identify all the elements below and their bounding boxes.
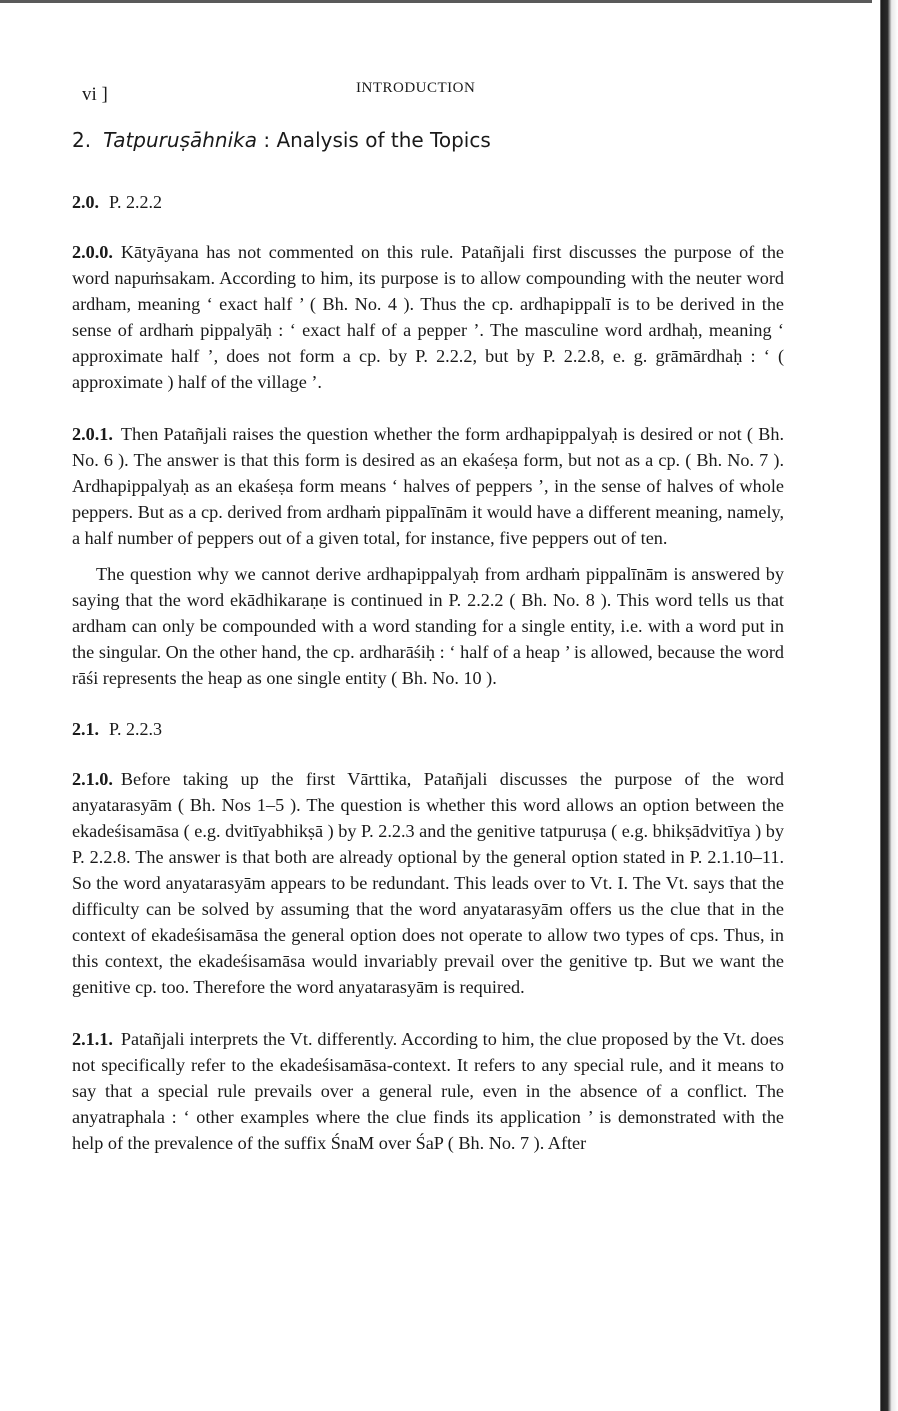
- paragraph-text: Kātyāyana has not commented on this rule. Patañjali first discusses the purpose of the word napuṁsakam. According to him, its purpose is to allow compounding with the neuter word ardham, meaning ‘ exact half ’ ( Bh. No. 4 ). Thus the cp. ardhapippalī is to be derived in the sense of ardhaṁ pippalyāḥ : ‘ exact half of a pepper ’. The masculine word ardhaḥ, meaning ‘ approximate half ’, does not form a cp. by P. 2.2.2, but by P. 2.2.8, e. g. grāmārdhaḥ : ‘ ( approximate ) half of the village ’.: [72, 242, 784, 392]
- section-number: 2.1.: [72, 719, 99, 739]
- chapter-title-italic: Tatpuruṣāhnika: [103, 128, 257, 152]
- paragraph-text: Then Patañjali raises the question whether the form ardhapippalyaḥ is desired or not ( Bh. No. 6 ). The answer is that this form is desired as an ekaśeṣa form, but not as a cp. ( Bh. No. 7 ). Ardhapippalyaḥ as an ekaśeṣa form means ‘ halves of peppers ’, in the sense of halves of whole peppers. But as a cp. derived from ardhaṁ pippalīnām it would have a different meaning, namely, a half number of peppers out of a given total, for instance, five peppers out of ten.: [72, 424, 784, 548]
- running-title: INTRODUCTION: [356, 80, 476, 96]
- section-heading-2-0: [72, 192, 784, 213]
- page-number: vi ]: [82, 84, 108, 105]
- chapter-number: 2.: [72, 128, 92, 152]
- paragraph-number: 2.1.1.: [72, 1029, 113, 1049]
- section-number: 2.0.: [72, 192, 99, 212]
- paragraph-text: Patañjali interprets the Vt. differently. According to him, the clue proposed by the Vt. does not specifically refer to the ekadeśisamāsa-context. It refers to any special rule, and it means to say that a special rule prevails over a general rule, even in the absence of a conflict. The anyatraphala : ‘ other examples where the clue finds its application ’ is demonstrated with the help of the prevalence of the suffix ŚnaM over ŚaP ( Bh. No. 7 ). After: [72, 1029, 784, 1153]
- chapter-title-rest: : Analysis of the Topics: [257, 128, 491, 152]
- paragraph-2-0-1: [72, 421, 784, 551]
- section-label: P. 2.2.2: [109, 192, 163, 212]
- running-head: [72, 78, 784, 108]
- paragraph-2-1-1: [72, 1026, 784, 1156]
- chapter-title: [72, 128, 784, 152]
- paragraph-text: Before taking up the first Vārttika, Patañjali discusses the purpose of the word anyatarasyām ( Bh. Nos 1–5 ). The question is whether this word allows an option between the ekadeśisamāsa ( e.g. dvitīyabhikṣā ) by P. 2.2.3 and the genitive tatpuruṣa ( e.g. bhikṣādvitīya ) by P. 2.2.8. The answer is that both are already optional by the general option stated in P. 2.1.10–11. So the word anyatarasyām appears to be redundant. This leads over to Vt. I. The Vt. says that the difficulty can be solved by assuming that the word anyatarasyām offers us the clue that in the context of ekadeśisamāsa the general option does not operate to allow two types of cps. Thus, in this context, the ekadeśisamāsa would invariably prevail over the genitive tp. But we want the genitive cp. too. Therefore the word anyatarasyām is required.: [72, 769, 784, 997]
- paragraph-2-1-0: [72, 766, 784, 1000]
- paragraph-2-0-0: [72, 239, 784, 395]
- paragraph-number: 2.0.1.: [72, 424, 113, 444]
- paragraph-number: 2.1.0.: [72, 769, 113, 789]
- paragraph-number: 2.0.0.: [72, 242, 113, 262]
- page-body: [72, 78, 784, 1156]
- section-label: P. 2.2.3: [109, 719, 163, 739]
- scan-binding-edge: [872, 0, 898, 1411]
- paragraph-text: The question why we cannot derive ardhapippalyaḥ from ardhaṁ pippalīnām is answered by saying that the word ekādhikaraṇe is continued in P. 2.2.2 ( Bh. No. 8 ). This word tells us that ardham can only be compounded with a word standing for a single entity, i.e. with a word put in the singular. On the other hand, the cp. ardharāśiḥ : ‘ half of a heap ’ is allowed, because the word rāśi represents the heap as one single entity ( Bh. No. 10 ).: [72, 564, 784, 688]
- paragraph-2-0-1-continued: [72, 561, 784, 691]
- page-top-edge: [0, 0, 898, 17]
- section-heading-2-1: [72, 719, 784, 740]
